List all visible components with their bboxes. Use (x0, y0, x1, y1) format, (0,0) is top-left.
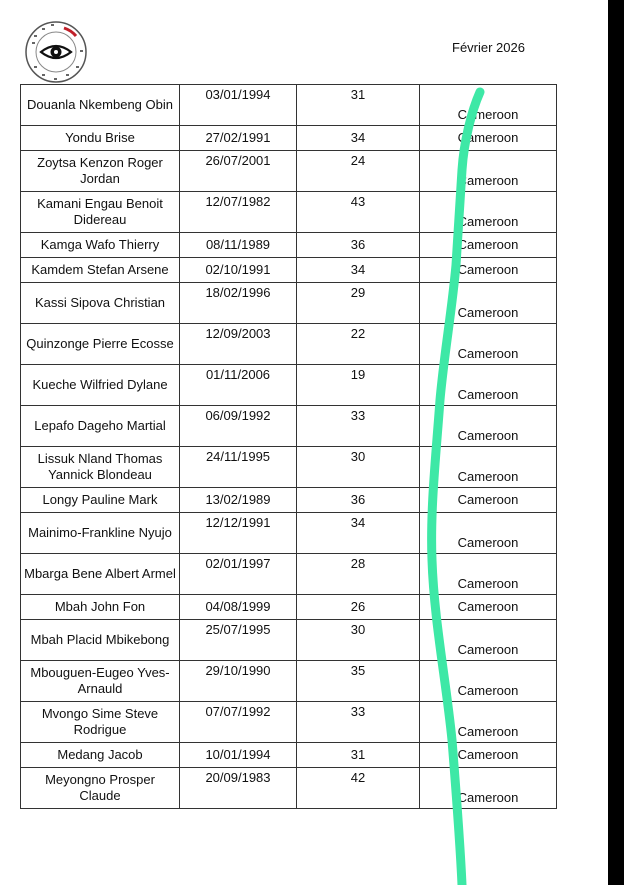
country-cell: Cameroon (420, 702, 557, 743)
name-cell: Kamdem Stefan Arsene (21, 258, 180, 283)
age-cell: 36 (297, 488, 420, 513)
country-cell: Cameroon (420, 554, 557, 595)
table-row (21, 702, 557, 743)
name-cell: Kamga Wafo Thierry (21, 233, 180, 258)
country-cell: Cameroon (420, 233, 557, 258)
dob-cell: 03/01/1994 (180, 85, 297, 126)
eye-seal-icon (24, 20, 88, 84)
dob-cell: 12/12/1991 (180, 513, 297, 554)
dob-cell: 24/11/1995 (180, 447, 297, 488)
dob-cell: 25/07/1995 (180, 620, 297, 661)
country-cell: Cameroon (420, 488, 557, 513)
document-date: Février 2026 (452, 40, 525, 55)
age-cell: 30 (297, 447, 420, 488)
table-row (21, 85, 557, 126)
people-table (20, 84, 557, 809)
table-row (21, 743, 557, 768)
table-row (21, 365, 557, 406)
name-cell: Kassi Sipova Christian (21, 283, 180, 324)
name-cell: Mbarga Bene Albert Armel (21, 554, 180, 595)
country-cell: Cameroon (420, 595, 557, 620)
table-row (21, 406, 557, 447)
name-cell: Lissuk Nland Thomas Yannick Blondeau (21, 447, 180, 488)
table-row (21, 126, 557, 151)
age-cell: 28 (297, 554, 420, 595)
name-cell: Medang Jacob (21, 743, 180, 768)
table-row (21, 324, 557, 365)
table-row (21, 595, 557, 620)
dob-cell: 07/07/1992 (180, 702, 297, 743)
table-row (21, 554, 557, 595)
table-row (21, 768, 557, 809)
country-cell: Cameroon (420, 126, 557, 151)
country-cell: Cameroon (420, 85, 557, 126)
dob-cell: 02/01/1997 (180, 554, 297, 595)
table-row (21, 513, 557, 554)
dob-cell: 26/07/2001 (180, 151, 297, 192)
table-row (21, 661, 557, 702)
country-cell: Cameroon (420, 768, 557, 809)
age-cell: 36 (297, 233, 420, 258)
name-cell: Mbah Placid Mbikebong (21, 620, 180, 661)
dark-edge-band (608, 0, 624, 885)
name-cell: Zoytsa Kenzon Roger Jordan (21, 151, 180, 192)
name-cell: Longy Pauline Mark (21, 488, 180, 513)
age-cell: 34 (297, 258, 420, 283)
dob-cell: 12/09/2003 (180, 324, 297, 365)
table-row (21, 620, 557, 661)
age-cell: 31 (297, 743, 420, 768)
dob-cell: 10/01/1994 (180, 743, 297, 768)
age-cell: 33 (297, 406, 420, 447)
age-cell: 24 (297, 151, 420, 192)
age-cell: 34 (297, 126, 420, 151)
country-cell: Cameroon (420, 447, 557, 488)
age-cell: 43 (297, 192, 420, 233)
age-cell: 29 (297, 283, 420, 324)
age-cell: 35 (297, 661, 420, 702)
name-cell: Mbah John Fon (21, 595, 180, 620)
dob-cell: 12/07/1982 (180, 192, 297, 233)
table-row (21, 283, 557, 324)
country-cell: Cameroon (420, 324, 557, 365)
name-cell: Yondu Brise (21, 126, 180, 151)
dob-cell: 29/10/1990 (180, 661, 297, 702)
name-cell: Mvongo Sime Steve Rodrigue (21, 702, 180, 743)
dob-cell: 08/11/1989 (180, 233, 297, 258)
age-cell: 34 (297, 513, 420, 554)
country-cell: Cameroon (420, 258, 557, 283)
name-cell: Mbouguen-Eugeo Yves-Arnauld (21, 661, 180, 702)
country-cell: Cameroon (420, 513, 557, 554)
age-cell: 31 (297, 85, 420, 126)
table-row (21, 151, 557, 192)
country-cell: Cameroon (420, 406, 557, 447)
name-cell: Kamani Engau Benoit Didereau (21, 192, 180, 233)
table-row (21, 488, 557, 513)
dob-cell: 27/02/1991 (180, 126, 297, 151)
age-cell: 33 (297, 702, 420, 743)
age-cell: 30 (297, 620, 420, 661)
age-cell: 22 (297, 324, 420, 365)
table-row (21, 192, 557, 233)
dob-cell: 18/02/1996 (180, 283, 297, 324)
document-header (0, 0, 608, 82)
age-cell: 42 (297, 768, 420, 809)
name-cell: Kueche Wilfried Dylane (21, 365, 180, 406)
table-row (21, 258, 557, 283)
country-cell: Cameroon (420, 283, 557, 324)
country-cell: Cameroon (420, 192, 557, 233)
country-cell: Cameroon (420, 661, 557, 702)
dob-cell: 20/09/1983 (180, 768, 297, 809)
name-cell: Meyongno Prosper Claude (21, 768, 180, 809)
age-cell: 26 (297, 595, 420, 620)
dob-cell: 13/02/1989 (180, 488, 297, 513)
name-cell: Quinzonge Pierre Ecosse (21, 324, 180, 365)
table-row (21, 233, 557, 258)
country-cell: Cameroon (420, 151, 557, 192)
name-cell: Douanla Nkembeng Obin (21, 85, 180, 126)
country-cell: Cameroon (420, 620, 557, 661)
table-row (21, 447, 557, 488)
dob-cell: 06/09/1992 (180, 406, 297, 447)
dob-cell: 04/08/1999 (180, 595, 297, 620)
dob-cell: 02/10/1991 (180, 258, 297, 283)
dob-cell: 01/11/2006 (180, 365, 297, 406)
country-cell: Cameroon (420, 365, 557, 406)
age-cell: 19 (297, 365, 420, 406)
country-cell: Cameroon (420, 743, 557, 768)
name-cell: Lepafo Dageho Martial (21, 406, 180, 447)
name-cell: Mainimo-Frankline Nyujo (21, 513, 180, 554)
